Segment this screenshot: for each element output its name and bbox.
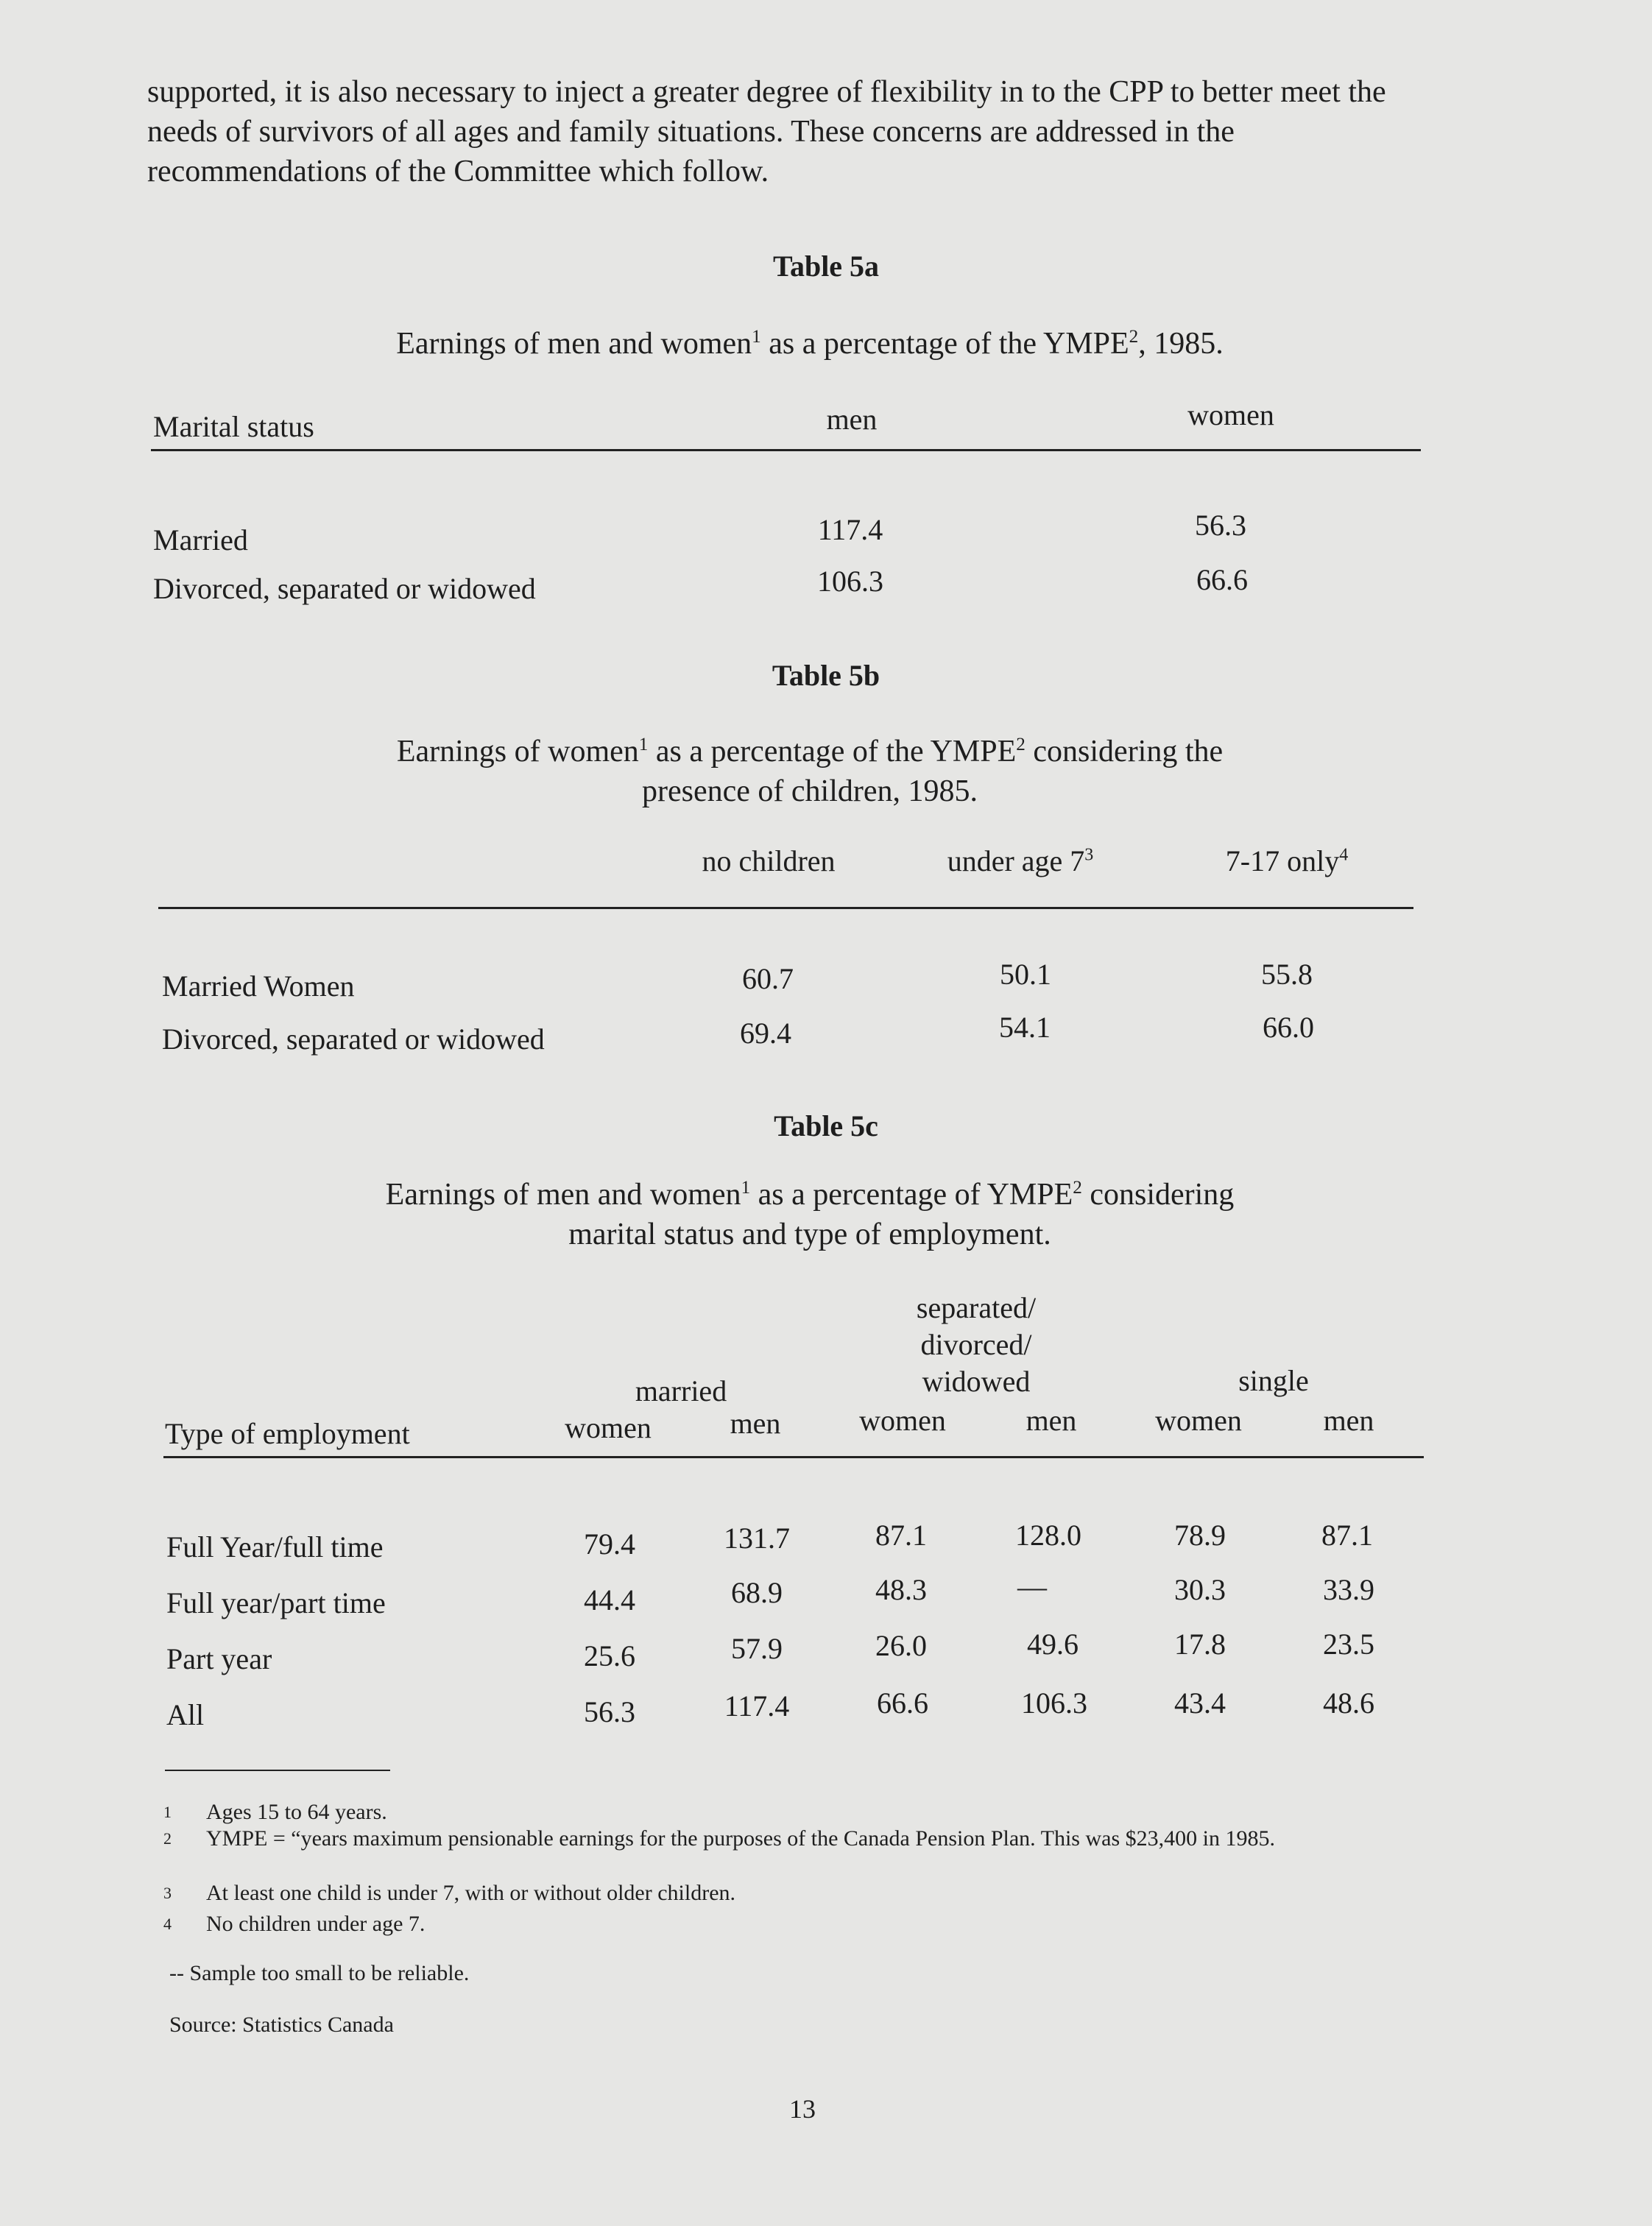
table-cell: 106.3 [1021, 1686, 1087, 1720]
footnote-text: At least one child is under 7, with or without older children. [206, 1881, 736, 1905]
table-5c-sub-women: women [859, 1404, 946, 1437]
table-cell: 79.4 [584, 1527, 635, 1561]
table-cell: 49.6 [1027, 1628, 1079, 1661]
table-cell: 48.3 [875, 1573, 927, 1606]
table-row-label: Divorced, separated or widowed [162, 1022, 545, 1056]
page-number: 13 [789, 2094, 816, 2124]
table-5c-group-separated-divorced-widowed: separated/ divorced/ widowed [916, 1291, 1037, 1398]
table-row-label: Full year/part time [166, 1586, 386, 1619]
table-cell: 117.4 [817, 513, 883, 546]
table-cell: 50.1 [1000, 958, 1051, 991]
table-cell: 60.7 [742, 962, 794, 995]
table-cell: 30.3 [1174, 1573, 1226, 1606]
table-5a-rule [151, 449, 1421, 451]
table-5a-col-women: women [1187, 398, 1274, 431]
table-row-label: All [166, 1698, 205, 1731]
table-row-label: Married [153, 523, 248, 556]
table-cell: 69.4 [740, 1017, 791, 1050]
table-cell: 68.9 [731, 1576, 783, 1609]
table-5c-group-single: single [1238, 1364, 1309, 1397]
footnote-text: No children under age 7. [206, 1912, 426, 1936]
footnote-rule [165, 1770, 390, 1771]
table-cell: 87.1 [1321, 1519, 1373, 1552]
table-cell: 43.4 [1174, 1686, 1226, 1720]
table-5c-caption: Earnings of men and women$^1$ as a percentage of YMPE$^2$ considering marital status and type of employment. [385, 1178, 1235, 1251]
table-5c-sub-men: men [1026, 1404, 1077, 1437]
footnote-marker: 4 [163, 1915, 172, 1933]
table-5c-sub-women: women [565, 1411, 652, 1444]
table-cell: 56.3 [1195, 509, 1246, 542]
table-cell: 56.3 [584, 1695, 635, 1728]
table-cell: 44.4 [584, 1583, 635, 1616]
table-5a-col-men: men [826, 403, 878, 436]
table-5c-sub-women: women [1155, 1404, 1242, 1437]
table-5b-title: Table 5b [772, 659, 880, 692]
table-cell: 66.6 [1196, 563, 1248, 596]
table-cell-sample-too-small: — [1017, 1570, 1047, 1603]
table-cell: 25.6 [584, 1639, 635, 1672]
table-cell: 117.4 [724, 1689, 790, 1723]
table-5b-col-7-17: 7-17 only$^4$ [1225, 844, 1349, 877]
footnote-text: Ages 15 to 64 years. [206, 1800, 387, 1824]
intro-paragraph: supported, it is also necessary to inject a greater degree of flexibility in to the CPP to better meet the needs of survivors of all ages and family situations. These concerns are addressed in the recommendations of the Committee which follow. [147, 75, 1386, 188]
table-row-label: Married Women [162, 969, 355, 1003]
table-5c-title: Table 5c [774, 1109, 878, 1142]
table-row-label: Part year [166, 1642, 272, 1675]
table-5c-sub-men: men [730, 1407, 781, 1440]
table-5c-group-married: married [635, 1374, 727, 1407]
table-cell: 66.0 [1263, 1011, 1314, 1044]
table-cell: 128.0 [1015, 1519, 1081, 1552]
table-cell: 106.3 [817, 565, 883, 598]
table-cell: 57.9 [731, 1632, 783, 1665]
table-cell: 87.1 [875, 1519, 927, 1552]
table-5a-caption: Earnings of men and women$^1$ as a percentage of the YMPE$^2$, 1985. [396, 327, 1224, 361]
table-5b-rule [158, 907, 1413, 909]
table-5b-caption: Earnings of women$^1$ as a percentage of the YMPE$^2$ considering the presence of children, 1985. [396, 735, 1224, 808]
table-5b-col-no-children: no children [702, 844, 836, 877]
table-cell: 131.7 [724, 1522, 790, 1555]
table-5a-col-marital-status: Marital status [153, 410, 314, 443]
table-cell: 78.9 [1174, 1519, 1226, 1552]
table-5b-col-under-7: under age $7^3$ [947, 844, 1094, 877]
table-5c-rule [163, 1456, 1424, 1458]
table-cell: 23.5 [1323, 1628, 1374, 1661]
footnote-text: YMPE = “years maximum pensionable earnings for the purposes of the Canada Pension Plan. This was $23,400 in 1985. [206, 1826, 1275, 1851]
footnote-marker: 1 [163, 1803, 172, 1821]
table-5c-col-type-of-employment: Type of employment [165, 1417, 410, 1450]
table-cell: 66.6 [877, 1686, 928, 1720]
source-note: Source: Statistics Canada [169, 2013, 394, 2037]
table-cell: 17.8 [1174, 1628, 1226, 1661]
table-cell: 26.0 [875, 1629, 927, 1662]
table-cell: 55.8 [1261, 958, 1313, 991]
table-cell: 48.6 [1323, 1686, 1374, 1720]
table-row-label: Full Year/full time [166, 1530, 384, 1564]
footnote-marker: 2 [163, 1829, 172, 1848]
table-row-label: Divorced, separated or widowed [153, 572, 536, 605]
table-cell: 54.1 [999, 1011, 1051, 1044]
table-5a-title: Table 5a [772, 250, 880, 283]
footnote-marker: 3 [163, 1884, 172, 1902]
sample-note: -- Sample too small to be reliable. [169, 1961, 470, 1985]
table-5c-sub-men: men [1323, 1404, 1374, 1437]
table-cell: 33.9 [1323, 1573, 1374, 1606]
